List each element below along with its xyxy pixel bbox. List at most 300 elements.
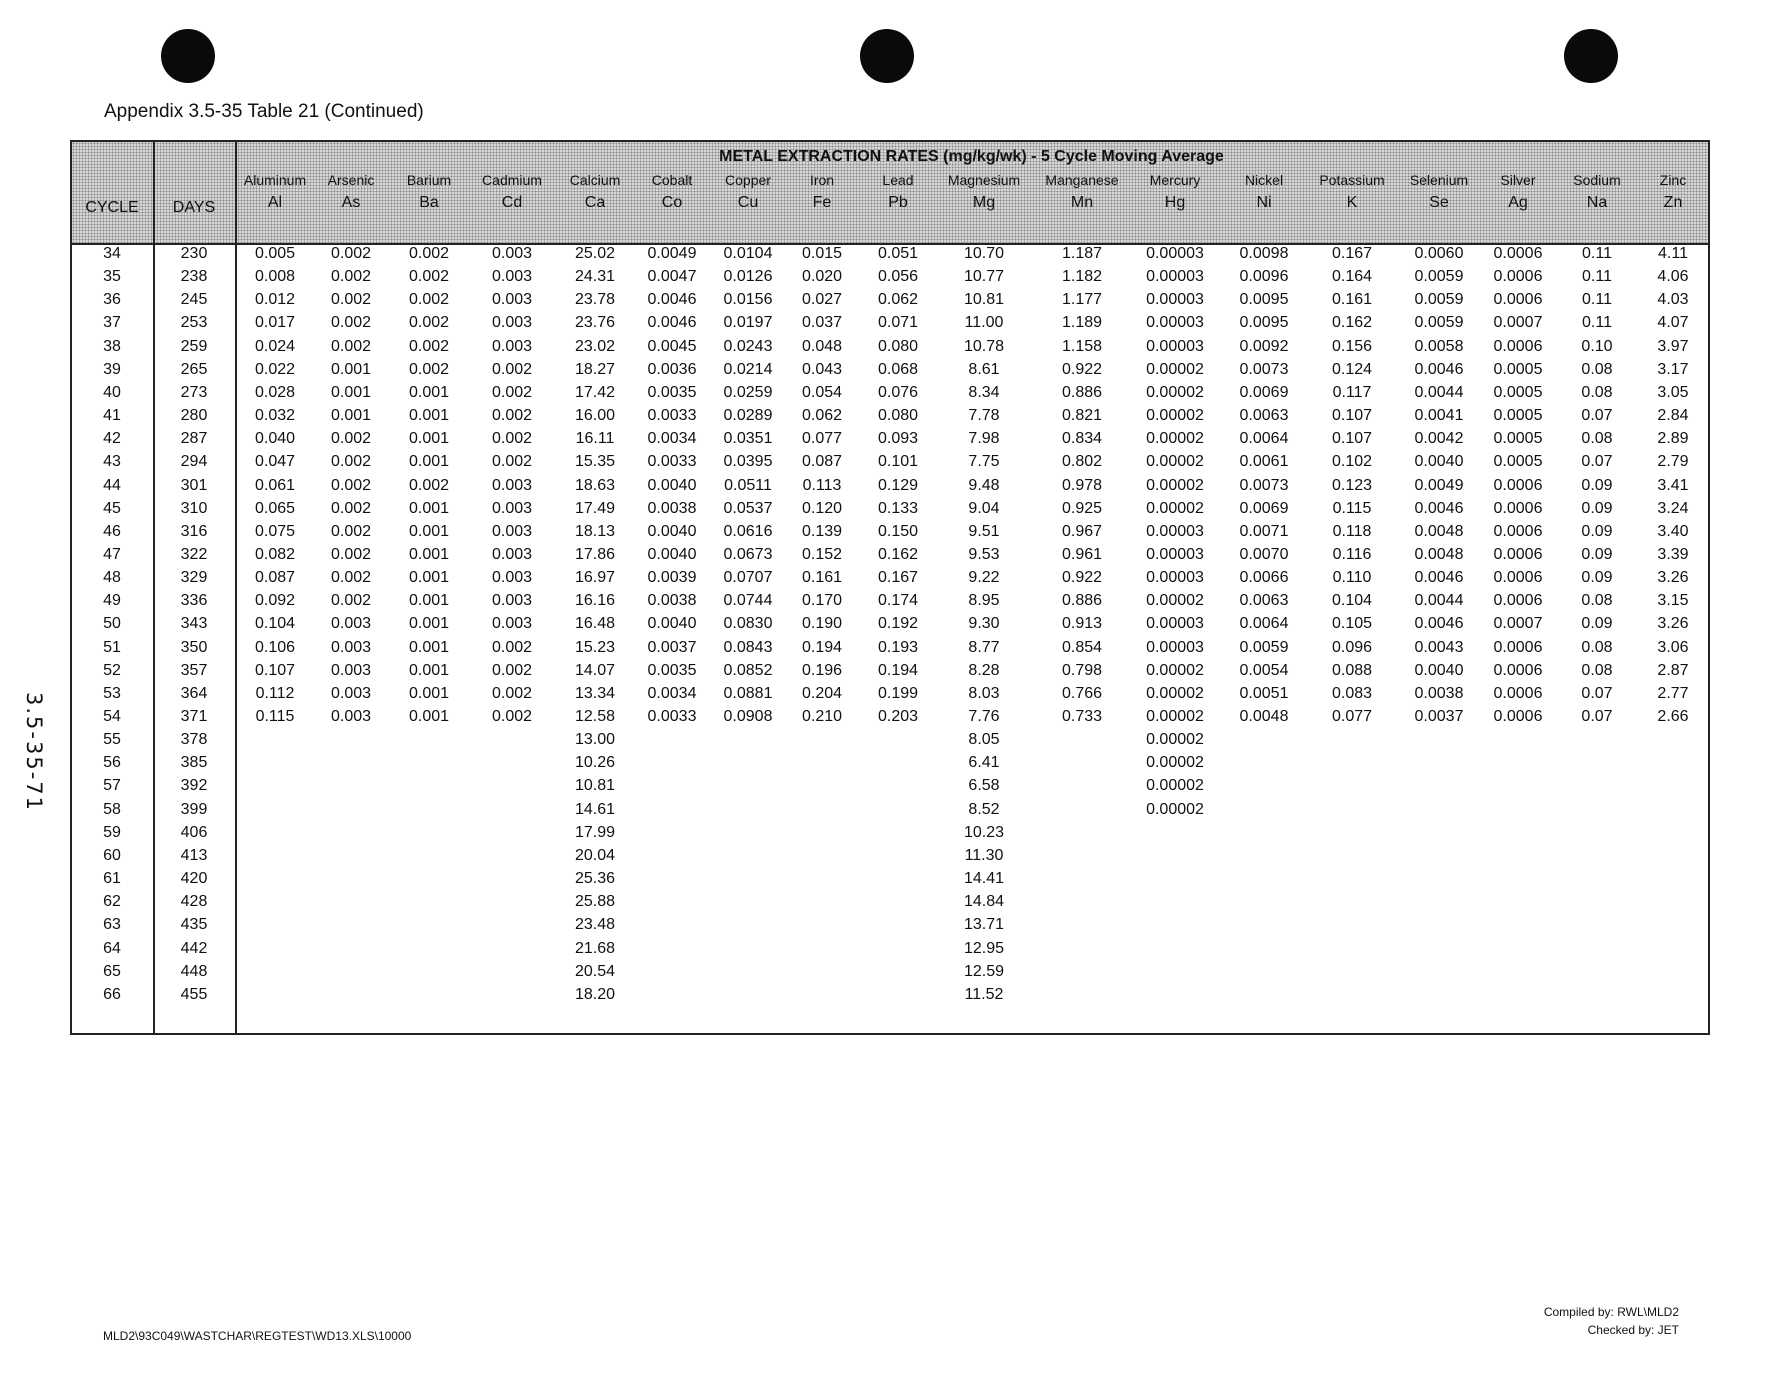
cycle-cell: 38 — [103, 337, 121, 355]
cycle-cell: 55 — [103, 731, 121, 749]
value-cell: 15.35 — [574, 453, 616, 471]
table-row — [72, 384, 1708, 407]
value-cell: 0.110 — [1332, 569, 1372, 587]
side-page-number: 3.5-35-71 — [22, 692, 46, 812]
binder-hole-center — [860, 29, 914, 83]
value-cell: 0.09 — [1581, 569, 1613, 587]
value-cell: 0.002 — [330, 499, 372, 517]
cycle-cell: 44 — [103, 476, 121, 494]
value-cell: 0.003 — [491, 615, 533, 633]
value-cell: 0.0395 — [723, 453, 773, 471]
value-cell: 11.52 — [964, 985, 1004, 1003]
table-row — [72, 754, 1708, 777]
value-cell: 16.16 — [574, 592, 616, 610]
value-cell: 17.99 — [574, 823, 616, 841]
days-cell: 301 — [180, 476, 208, 494]
cycle-cell: 36 — [103, 291, 121, 309]
value-cell: 12.58 — [574, 708, 616, 725]
value-cell: 0.001 — [408, 407, 450, 425]
table-row — [72, 777, 1708, 800]
value-cell: 0.0092 — [1239, 337, 1289, 355]
value-cell: 0.002 — [330, 245, 372, 262]
metal-symbol: Pb — [888, 194, 908, 211]
table-row — [72, 662, 1708, 685]
metal-name: Lead — [882, 172, 914, 188]
metal-symbol: Na — [1586, 194, 1608, 211]
value-cell: 0.0511 — [724, 476, 772, 494]
metal-name: Cobalt — [651, 172, 693, 188]
value-cell: 16.48 — [574, 615, 616, 633]
value-cell: 0.0007 — [1493, 314, 1543, 332]
value-cell: 0.0095 — [1239, 314, 1289, 332]
metal-symbol: Ca — [584, 194, 606, 211]
value-cell: 0.0051 — [1239, 684, 1289, 702]
value-cell: 0.0006 — [1493, 592, 1543, 610]
value-cell: 0.0881 — [723, 684, 773, 702]
value-cell: 0.204 — [801, 684, 843, 702]
value-cell: 0.002 — [330, 268, 372, 286]
checked-by: Checked by: JET — [1587, 1323, 1679, 1337]
value-cell: 1.182 — [1061, 268, 1103, 286]
value-cell: 0.00002 — [1146, 360, 1204, 378]
value-cell: 0.102 — [1331, 453, 1373, 471]
metal-name: Nickel — [1244, 172, 1284, 188]
value-cell: 0.107 — [1331, 407, 1373, 425]
days-cell: 357 — [180, 661, 208, 679]
value-cell: 10.70 — [963, 245, 1005, 262]
value-cell: 0.002 — [330, 314, 372, 332]
value-cell: 0.0040 — [647, 615, 697, 633]
days-cell: 420 — [180, 870, 208, 888]
metal-symbol: Fe — [812, 194, 832, 211]
value-cell: 0.003 — [491, 522, 533, 540]
value-cell: 0.00002 — [1146, 476, 1204, 494]
value-cell: 0.105 — [1331, 615, 1373, 633]
metal-name: Selenium — [1409, 172, 1469, 188]
value-cell: 0.161 — [1331, 291, 1373, 309]
metal-name: Silver — [1500, 172, 1536, 188]
days-cell: 413 — [180, 846, 208, 864]
value-cell: 0.001 — [330, 407, 372, 425]
value-cell: 8.03 — [968, 684, 1000, 702]
value-cell: 0.0096 — [1239, 268, 1289, 286]
value-cell: 0.087 — [801, 453, 843, 471]
value-cell: 0.129 — [877, 476, 919, 494]
value-cell: 4.03 — [1657, 291, 1689, 309]
value-cell: 10.78 — [963, 337, 1005, 355]
value-cell: 8.28 — [968, 661, 1000, 679]
value-cell: 0.0037 — [1414, 708, 1464, 725]
value-cell: 0.002 — [491, 453, 533, 471]
value-cell: 0.0036 — [647, 360, 697, 378]
metal-name: Calcium — [569, 172, 621, 188]
cycle-cell: 35 — [103, 268, 121, 286]
value-cell: 0.0044 — [1414, 592, 1464, 610]
value-cell: 0.047 — [254, 453, 296, 471]
value-cell: 0.002 — [330, 430, 372, 448]
value-cell: 0.0038 — [1414, 684, 1464, 702]
cycle-cell: 51 — [103, 638, 121, 656]
value-cell: 0.001 — [408, 383, 450, 401]
metal-symbol: Se — [1429, 194, 1449, 211]
value-cell: 0.020 — [801, 268, 843, 286]
value-cell: 7.98 — [968, 430, 1000, 448]
value-cell: 0.104 — [254, 615, 296, 633]
metal-name: Copper — [725, 172, 771, 188]
value-cell: 14.61 — [574, 800, 616, 818]
value-cell: 0.0047 — [647, 268, 697, 286]
value-cell: 1.187 — [1061, 245, 1103, 262]
value-cell: 0.0908 — [723, 708, 773, 725]
value-cell: 3.97 — [1657, 337, 1689, 355]
value-cell: 0.07 — [1581, 453, 1613, 471]
value-cell: 0.00003 — [1146, 245, 1204, 262]
metal-symbol: As — [341, 194, 361, 211]
metal-header — [482, 142, 542, 212]
table-row — [72, 893, 1708, 916]
value-cell: 0.192 — [877, 615, 919, 633]
value-cell: 0.092 — [254, 592, 296, 610]
table-row — [72, 916, 1708, 939]
value-cell: 10.77 — [963, 268, 1005, 286]
value-cell: 0.117 — [1332, 383, 1372, 401]
value-cell: 0.096 — [1331, 638, 1373, 656]
value-cell: 0.080 — [877, 337, 919, 355]
days-cell: 448 — [180, 962, 208, 980]
value-cell: 0.075 — [254, 522, 296, 540]
value-cell: 0.08 — [1581, 360, 1613, 378]
value-cell: 0.210 — [801, 708, 843, 725]
value-cell: 0.162 — [877, 545, 919, 563]
value-cell: 0.083 — [1331, 684, 1373, 702]
value-cell: 12.95 — [963, 939, 1005, 957]
value-cell: 9.04 — [968, 499, 1000, 517]
value-cell: 0.0005 — [1493, 407, 1543, 425]
value-cell: 25.88 — [574, 893, 616, 911]
table-row — [72, 986, 1708, 1009]
metal-header — [725, 142, 771, 212]
value-cell: 0.003 — [330, 638, 372, 656]
metal-symbol: Al — [267, 194, 283, 211]
value-cell: 0.854 — [1061, 638, 1103, 656]
value-cell: 14.07 — [574, 661, 616, 679]
value-cell: 0.0040 — [647, 522, 697, 540]
value-cell: 0.0006 — [1493, 708, 1543, 725]
value-cell: 0.00003 — [1146, 337, 1204, 355]
value-cell: 3.05 — [1657, 383, 1689, 401]
cycle-cell: 57 — [103, 777, 121, 795]
value-cell: 7.76 — [968, 708, 1000, 725]
metal-name: Arsenic — [327, 172, 375, 188]
value-cell: 16.11 — [575, 430, 615, 448]
value-cell: 0.00002 — [1146, 430, 1204, 448]
value-cell: 0.0061 — [1239, 453, 1289, 471]
value-cell: 6.58 — [968, 777, 1000, 795]
value-cell: 0.00003 — [1146, 268, 1204, 286]
value-cell: 0.798 — [1061, 661, 1103, 679]
value-cell: 0.003 — [491, 545, 533, 563]
metal-symbol: Mg — [972, 194, 996, 211]
value-cell: 0.139 — [801, 522, 843, 540]
value-cell: 0.0033 — [647, 453, 697, 471]
days-cell: 287 — [180, 430, 208, 448]
value-cell: 0.0006 — [1493, 499, 1543, 517]
value-cell: 23.76 — [574, 314, 616, 332]
value-cell: 0.0048 — [1239, 708, 1289, 725]
days-cell: 371 — [180, 708, 208, 725]
value-cell: 25.02 — [574, 245, 616, 262]
value-cell: 0.0063 — [1239, 407, 1289, 425]
value-cell: 0.002 — [491, 360, 533, 378]
value-cell: 0.0046 — [1414, 615, 1464, 633]
value-cell: 0.017 — [254, 314, 296, 332]
value-cell: 0.0041 — [1414, 407, 1464, 425]
value-cell: 0.190 — [801, 615, 843, 633]
metal-symbol: Mn — [1070, 194, 1094, 211]
value-cell: 0.0046 — [647, 314, 697, 332]
value-cell: 0.821 — [1061, 407, 1103, 425]
value-cell: 0.002 — [491, 430, 533, 448]
value-cell: 0.834 — [1061, 430, 1103, 448]
value-cell: 0.001 — [408, 545, 450, 563]
cycle-cell: 62 — [103, 893, 121, 911]
value-cell: 0.161 — [801, 569, 843, 587]
cycle-cell: 63 — [103, 916, 121, 934]
value-cell: 0.925 — [1061, 499, 1103, 517]
value-cell: 0.0351 — [723, 430, 773, 448]
days-cell: 392 — [180, 777, 208, 795]
value-cell: 24.31 — [574, 268, 616, 286]
metal-header — [1045, 142, 1118, 212]
value-cell: 0.0039 — [647, 569, 697, 587]
value-cell: 0.0059 — [1414, 314, 1464, 332]
value-cell: 0.164 — [1331, 268, 1373, 286]
value-cell: 0.002 — [491, 383, 533, 401]
value-cell: 0.0005 — [1493, 453, 1543, 471]
value-cell: 0.003 — [491, 592, 533, 610]
value-cell: 0.00002 — [1146, 383, 1204, 401]
value-cell: 0.0049 — [647, 245, 697, 262]
value-cell: 0.082 — [254, 545, 296, 563]
value-cell: 0.076 — [877, 383, 919, 401]
value-cell: 0.0069 — [1239, 383, 1289, 401]
value-cell: 16.97 — [574, 569, 616, 587]
value-cell: 0.766 — [1061, 684, 1103, 702]
value-cell: 0.0038 — [647, 499, 697, 517]
value-cell: 0.0042 — [1414, 430, 1464, 448]
value-cell: 0.733 — [1061, 708, 1103, 725]
metal-symbol: Co — [661, 194, 683, 211]
metal-header — [1660, 142, 1686, 212]
value-cell: 0.003 — [491, 499, 533, 517]
cycle-cell: 65 — [103, 962, 121, 980]
value-cell: 0.00002 — [1146, 777, 1204, 795]
value-cell: 0.001 — [408, 638, 450, 656]
value-cell: 0.194 — [877, 661, 919, 679]
metal-header — [652, 142, 692, 212]
value-cell: 9.51 — [968, 522, 1000, 540]
value-cell: 1.177 — [1061, 291, 1103, 309]
metal-name: Magnesium — [947, 172, 1021, 188]
metal-name: Sodium — [1573, 172, 1621, 188]
value-cell: 20.04 — [574, 846, 616, 864]
value-cell: 3.17 — [1657, 360, 1689, 378]
value-cell: 0.001 — [330, 383, 372, 401]
value-cell: 0.167 — [1331, 245, 1373, 262]
days-cell: 378 — [180, 731, 208, 749]
value-cell: 0.0046 — [1414, 499, 1464, 517]
compiled-by: Compiled by: RWL\MLD2 — [1543, 1305, 1679, 1319]
value-cell: 0.0064 — [1239, 430, 1289, 448]
value-cell: 0.961 — [1061, 545, 1103, 563]
days-cell: 442 — [180, 939, 208, 957]
value-cell: 0.0040 — [1414, 661, 1464, 679]
value-cell: 0.0537 — [723, 499, 773, 517]
value-cell: 0.967 — [1061, 522, 1103, 540]
appendix-title: Appendix 3.5-35 Table 21 (Continued) — [104, 101, 424, 122]
value-cell: 0.00002 — [1146, 754, 1204, 772]
days-cell: 399 — [180, 800, 208, 818]
value-cell: 0.077 — [1331, 708, 1373, 725]
value-cell: 0.150 — [877, 522, 919, 540]
table-row — [72, 338, 1708, 361]
metal-header — [407, 142, 451, 212]
value-cell: 0.003 — [330, 708, 372, 725]
value-cell: 0.0005 — [1493, 360, 1543, 378]
value-cell: 7.78 — [968, 407, 1000, 425]
cycle-cell: 54 — [103, 708, 121, 725]
value-cell: 0.002 — [408, 245, 450, 262]
value-cell: 10.81 — [963, 291, 1005, 309]
value-cell: 0.003 — [491, 337, 533, 355]
value-cell: 0.003 — [330, 615, 372, 633]
value-cell: 0.001 — [408, 661, 450, 679]
value-cell: 0.00003 — [1146, 522, 1204, 540]
cycle-cell: 66 — [103, 985, 121, 1003]
value-cell: 10.23 — [963, 823, 1005, 841]
value-cell: 0.0059 — [1414, 291, 1464, 309]
value-cell: 0.003 — [491, 291, 533, 309]
value-cell: 8.77 — [968, 638, 1000, 656]
value-cell: 0.002 — [408, 268, 450, 286]
value-cell: 0.0104 — [723, 245, 773, 262]
value-cell: 17.86 — [574, 545, 616, 563]
metal-header — [570, 142, 621, 212]
value-cell: 0.003 — [491, 476, 533, 494]
value-cell: 0.115 — [1332, 499, 1372, 517]
value-cell: 0.193 — [877, 638, 919, 656]
metal-name: Iron — [809, 172, 835, 188]
value-cell: 0.0005 — [1493, 430, 1543, 448]
value-cell: 3.26 — [1657, 615, 1689, 633]
table-row — [72, 615, 1708, 638]
value-cell: 0.00003 — [1146, 569, 1204, 587]
value-cell: 0.003 — [491, 314, 533, 332]
value-cell: 0.00002 — [1146, 453, 1204, 471]
value-cell: 9.53 — [968, 545, 1000, 563]
days-cell: 455 — [180, 985, 208, 1003]
cycle-cell: 56 — [103, 754, 121, 772]
cycle-cell: 47 — [103, 545, 121, 563]
value-cell: 0.002 — [408, 360, 450, 378]
days-cell: 280 — [180, 407, 208, 425]
cycle-cell: 58 — [103, 800, 121, 818]
value-cell: 0.022 — [254, 360, 296, 378]
value-cell: 0.032 — [254, 407, 296, 425]
value-cell: 0.194 — [801, 638, 843, 656]
table-row — [72, 291, 1708, 314]
value-cell: 0.0040 — [647, 545, 697, 563]
value-cell: 8.95 — [968, 592, 1000, 610]
value-cell: 0.00002 — [1146, 684, 1204, 702]
value-cell: 0.0064 — [1239, 615, 1289, 633]
value-cell: 0.003 — [491, 245, 533, 262]
value-cell: 0.002 — [408, 476, 450, 494]
value-cell: 1.158 — [1061, 337, 1103, 355]
cycle-cell: 50 — [103, 615, 121, 633]
value-cell: 0.0852 — [723, 661, 773, 679]
days-cell: 428 — [180, 893, 208, 911]
days-cell: 435 — [180, 916, 208, 934]
value-cell: 0.0035 — [647, 661, 697, 679]
table-row — [72, 245, 1708, 268]
value-cell: 12.59 — [963, 962, 1005, 980]
cycle-cell: 40 — [103, 383, 121, 401]
value-cell: 23.78 — [574, 291, 616, 309]
table-row — [72, 731, 1708, 754]
value-cell: 0.886 — [1061, 592, 1103, 610]
table-row — [72, 685, 1708, 708]
value-cell: 0.0259 — [723, 383, 773, 401]
value-cell: 4.11 — [1658, 245, 1688, 262]
value-cell: 0.028 — [254, 383, 296, 401]
table-row — [72, 569, 1708, 592]
value-cell: 0.11 — [1582, 268, 1612, 286]
value-cell: 0.0073 — [1239, 360, 1289, 378]
metal-header — [1410, 142, 1468, 212]
cycle-header-label: CYCLE — [85, 199, 139, 216]
value-cell: 0.00002 — [1146, 708, 1204, 725]
value-cell: 20.54 — [574, 962, 616, 980]
value-cell: 0.113 — [802, 476, 842, 494]
value-cell: 0.0095 — [1239, 291, 1289, 309]
value-cell: 0.003 — [491, 569, 533, 587]
value-cell: 21.68 — [574, 939, 616, 957]
group-title: METAL EXTRACTION RATES (mg/kg/wk) - 5 Cycle Moving Average — [719, 148, 1224, 165]
value-cell: 0.0059 — [1414, 268, 1464, 286]
value-cell: 9.22 — [968, 569, 1000, 587]
metal-symbol: Cd — [501, 194, 523, 211]
value-cell: 0.0048 — [1414, 522, 1464, 540]
days-cell: 329 — [180, 569, 208, 587]
days-cell: 259 — [180, 337, 208, 355]
value-cell: 0.08 — [1581, 638, 1613, 656]
value-cell: 3.40 — [1657, 522, 1689, 540]
value-cell: 0.11 — [1582, 245, 1612, 262]
metal-symbol: Hg — [1164, 194, 1186, 211]
value-cell: 0.0744 — [723, 592, 773, 610]
value-cell: 0.003 — [330, 661, 372, 679]
value-cell: 0.077 — [801, 430, 843, 448]
value-cell: 0.001 — [408, 430, 450, 448]
value-cell: 8.05 — [968, 731, 1000, 749]
value-cell: 13.34 — [574, 684, 616, 702]
cycle-cell: 64 — [103, 939, 121, 957]
table-row — [72, 801, 1708, 824]
value-cell: 0.802 — [1061, 453, 1103, 471]
metal-name: Zinc — [1659, 172, 1687, 188]
days-header — [173, 142, 215, 217]
